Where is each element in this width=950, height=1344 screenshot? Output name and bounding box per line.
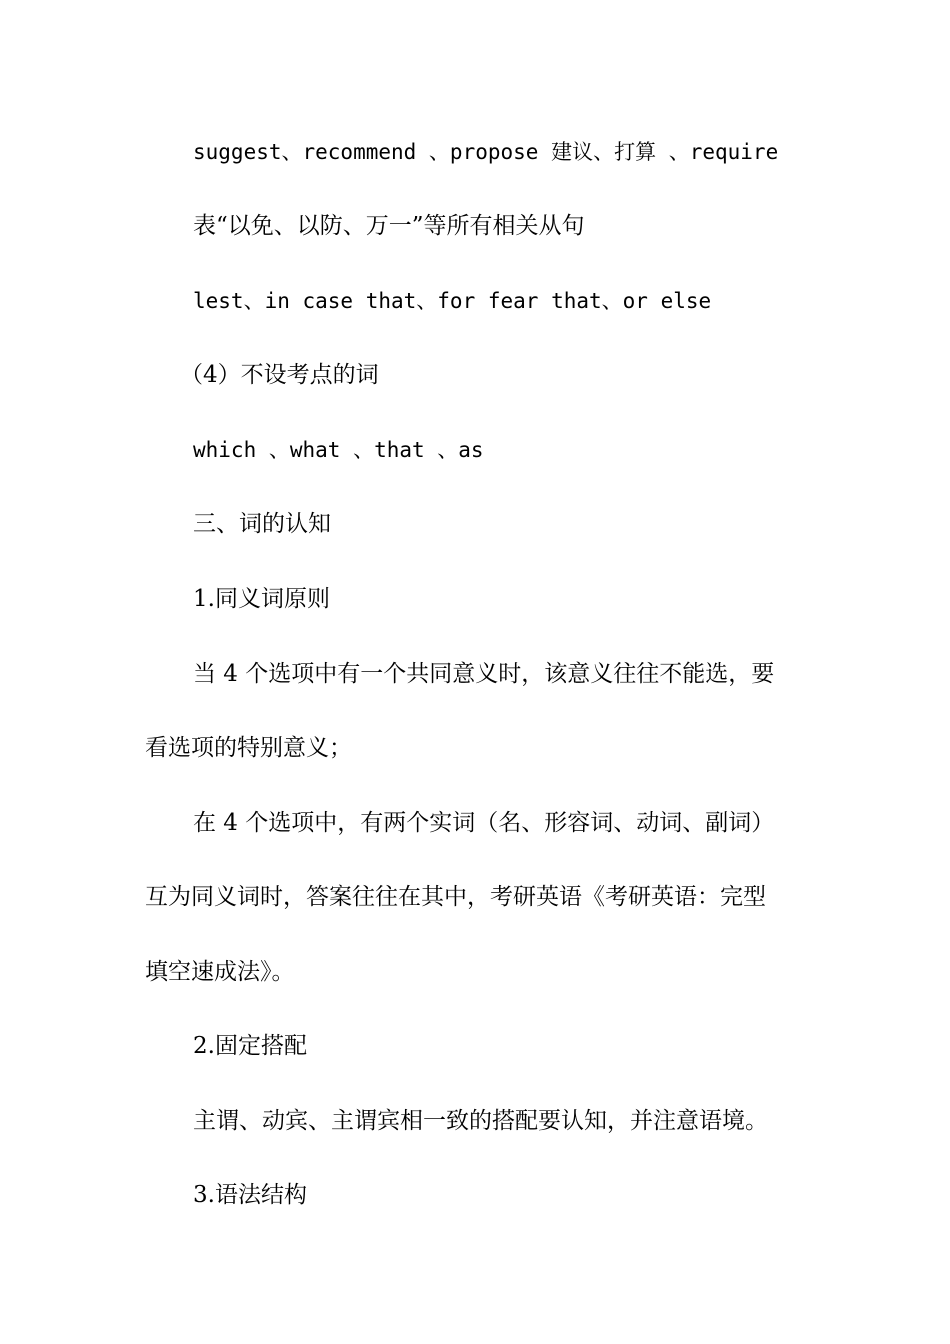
paragraph-2-line-1: 在 4 个选项中，有两个实词（名、形容词、动词、副词） — [193, 810, 775, 836]
paragraph-1-line-2: 看选项的特别意义； — [145, 735, 352, 761]
subheading-3: 3.语法结构 — [193, 1182, 307, 1208]
text-line-3: lest、in case that、for fear that、or else — [193, 289, 712, 313]
section-heading-3: 三、词的认知 — [193, 511, 331, 537]
text-line-5: which 、what 、that 、as — [193, 438, 484, 462]
subheading-2: 2.固定搭配 — [193, 1033, 307, 1059]
paragraph-2-line-3: 填空速成法》。 — [145, 959, 295, 985]
paragraph-2-line-2: 互为同义词时，答案往往在其中，考研英语《考研英语：完型 — [145, 884, 766, 910]
paragraph-1-line-1: 当 4 个选项中有一个共同意义时，该意义往往不能选，要 — [193, 661, 775, 687]
paragraph-3-line-1: 主谓、动宾、主谓宾相一致的搭配要认知，并注意语境。 — [193, 1108, 768, 1134]
text-line-4: （4）不设考点的词 — [180, 362, 379, 388]
subheading-1: 1.同义词原则 — [193, 586, 330, 612]
text-line-1: suggest、recommend 、propose 建议、打算 、require — [193, 140, 779, 164]
text-line-2: 表“以免、以防、万一”等所有相关从句 — [193, 213, 585, 239]
